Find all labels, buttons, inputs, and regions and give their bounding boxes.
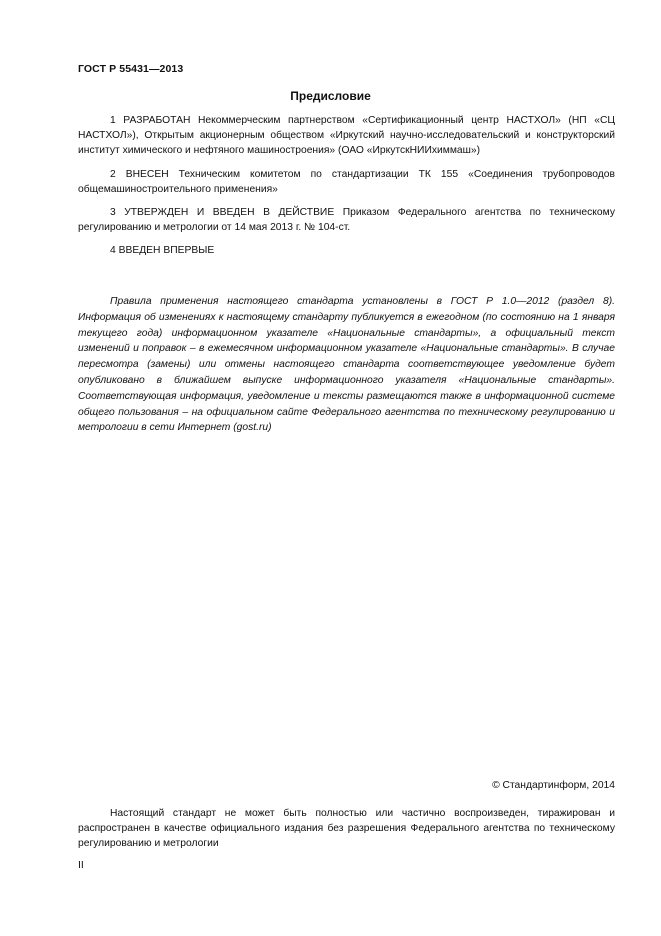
foreword-item-developed: 1 РАЗРАБОТАН Некоммерческим партнерством «Сертификационный центр НАСТХОЛ» (НП «СЦ НАСТХОЛ»), Открытым акционерным обществом «Иркутский научно-исследовательский и конструкторский институт химического и нефтяного машиностроения» (ОАО «ИркутскНИИхиммаш») — [78, 115, 615, 156]
copyright-line: © Стандартинформ, 2014 — [492, 780, 615, 791]
application-rules-notice: Правила применения настоящего стандарта установлены в ГОСТ Р 1.0—2012 (раздел 8). Информация об изменениях к настоящему стандарту публикуется в ежегодном (по состоянию на 1 января текущего года) информационном указателе «Национальные стандарты», а официальный текст изменений и поправок – в ежемесячном информационном указателе «Национальные стандарты». В случае пересмотра (замены) или отмены настоящего стандарта соответствующее уведомление будет опубликовано в ближайшем выпуске информационного указателя «Национальные стандарты». Соответствующая информация, уведомление и тексты размещаются также в информационной системе общего пользования – на официальном сайте Федерального агентства по техническому регулированию и метрологии в сети Интернет (gost.ru) — [78, 296, 615, 434]
foreword-title: Предисловие — [290, 89, 371, 103]
foreword-item-approved: 3 УТВЕРЖДЕН И ВВЕДЕН В ДЕЙСТВИЕ Приказом Федерального агентства по техническому регулированию и метрологии от 14 мая 2013 г. № 104-ст. — [78, 207, 615, 233]
page-number: II — [78, 859, 84, 871]
foreword-item-introduced: 2 ВНЕСЕН Техническим комитетом по стандартизации ТК 155 «Соединения трубопроводов общемашиностроительного применения» — [78, 169, 615, 195]
foreword-item-first-introduced: 4 ВВЕДЕН ВПЕРВЫЕ — [110, 245, 215, 256]
document-code: ГОСТ Р 55431—2013 — [78, 63, 184, 75]
reproduction-notice: Настоящий стандарт не может быть полностью или частично воспроизведен, тиражирован и распространен в качестве официального издания без разрешения Федерального агентства по техническому регулированию и метрологии — [78, 808, 615, 849]
